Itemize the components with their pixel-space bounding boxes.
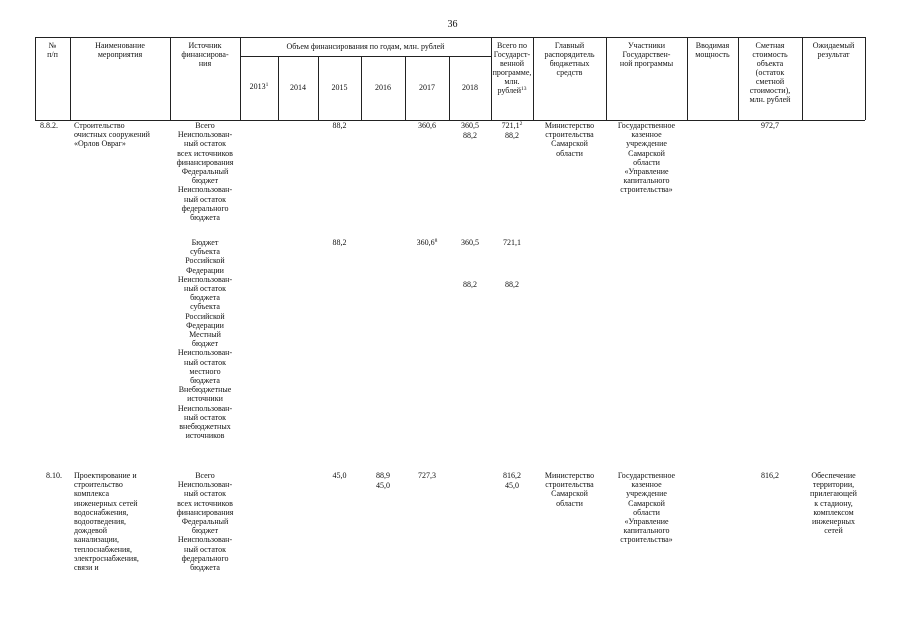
value-regional-2018: 360,5 (461, 238, 479, 247)
value-total-2018: 360,5 (461, 121, 479, 130)
row-participants: Государственное казенное учреждение Самарской области «Управление капитального строительства» (617, 121, 676, 195)
value-total-all: 721,1$^2$ (501, 121, 523, 130)
row-estimate: 816,2 (761, 471, 779, 480)
header-top-rule (35, 37, 865, 38)
row-result: Обеспечение территории, прилегающей к стадиону, комплексом инженерных сетей (810, 471, 857, 536)
header-total: Всего по Государст- венной программе, млн. рублей$^{13}$ (492, 41, 532, 95)
header-result: Ожидаемый результат (812, 41, 855, 59)
grid-line (865, 37, 866, 120)
row-manager: Министерство строительства Самарской области (544, 471, 595, 508)
row-source-list-continued: Бюджет субъекта Российской Федерации Неиспользован- ный остаток бюджета субъекта Российской Федерации Местный бюджет Неиспользован- ный остаток местного бюджета Внебюджетные источники Неиспользован- ный остаток внебюджетных источников (177, 238, 233, 441)
value-regional-unused-all: 88,2 (505, 280, 519, 289)
page-number: 36 (447, 19, 458, 30)
header-manager: Главный распорядитель бюджетных средств (544, 41, 595, 77)
value-total-2017: 727,3 (418, 471, 436, 480)
value-total-2015: 45,0 (332, 471, 347, 480)
header-year-2017: 2017 (419, 83, 435, 92)
header-year-2015: 2015 (331, 83, 348, 92)
header-name: Наименование мероприятия (95, 41, 145, 59)
value-total-2017: 360,6 (418, 121, 436, 130)
row-name: Проектирование и строительство комплекса инженерных сетей водоснабжения, водоотведения, дождевой канализации, теплоснабжения, электроснабжения, связи и (74, 471, 139, 573)
value-regional-all: 721,1 (503, 238, 521, 247)
row-source-list: Всего Неиспользован- ный остаток всех источников финансирования Федеральный бюджет Неиспользован- ный остаток федерального бюджета (176, 471, 234, 573)
row-participants: Государственное казенное учреждение Самарской области «Управление капитального строительства» (617, 471, 676, 545)
header-volume: Объем финансирования по годам, млн. рублей (286, 42, 445, 51)
value-regional-unused-2018: 88,2 (463, 280, 477, 289)
row-number: 8.8.2. (40, 121, 58, 130)
value-total-all: 816,2 (503, 471, 521, 480)
value-unused-2016: 45,0 (376, 481, 390, 490)
value-unused-all: 45,0 (505, 481, 519, 490)
row-number: 8.10. (46, 471, 62, 480)
value-unused-all: 88,2 (505, 131, 519, 140)
row-estimate: 972,7 (761, 121, 779, 130)
value-total-2016: 88,9 (376, 471, 390, 480)
header-participants: Участники Государствен- ной программы (619, 41, 674, 68)
header-source: Источник финансирова- ния (181, 41, 229, 68)
value-regional-2017: 360,6$^8$ (416, 238, 438, 247)
header-year-2013: 2013$^1$ (249, 82, 269, 91)
row-manager: Министерство строительства Самарской области (544, 121, 595, 158)
header-num: № п/п (47, 41, 58, 59)
header-year-2016: 2016 (375, 83, 391, 92)
value-regional-2015: 88,2 (332, 238, 347, 247)
value-total-2015: 88,2 (332, 121, 347, 130)
header-year-2018: 2018 (462, 83, 478, 92)
header-estimate: Сметная стоимость объекта (остаток сметной стоимости), млн. рублей (749, 41, 791, 104)
header-capacity: Вводимая мощность (695, 41, 730, 59)
header-year-2014: 2014 (290, 83, 306, 92)
value-unused-2018: 88,2 (463, 131, 477, 140)
row-name: Строительство очистных сооружений «Орлов Овраг» (74, 121, 150, 149)
row-source-list: Всего Неиспользован- ный остаток всех источников финансирования Федеральный бюджет Неиспользован- ный остаток федерального бюджета (176, 121, 234, 223)
